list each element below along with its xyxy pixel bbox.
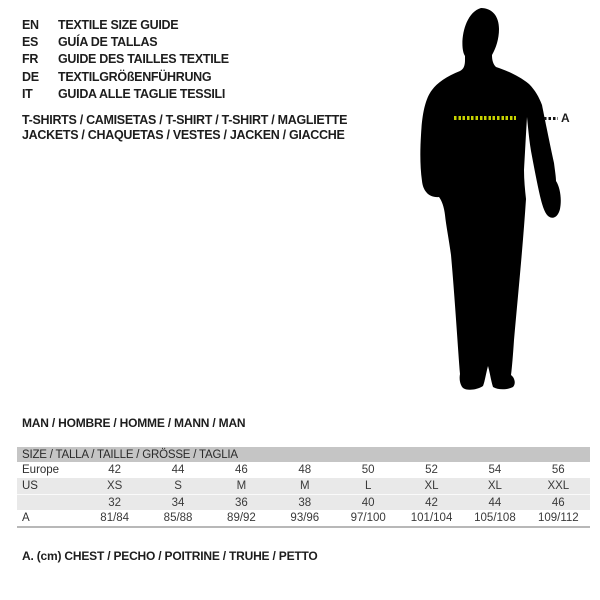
size-value-cell: 48	[298, 464, 312, 476]
man-silhouette-figure	[415, 5, 565, 395]
table-row	[17, 494, 590, 510]
language-row	[22, 68, 229, 85]
table-row-label: US	[22, 480, 38, 492]
size-value-cell: 34	[171, 496, 185, 509]
table-row-label: A	[22, 512, 30, 524]
size-table-header: SIZE / TALLA / TAILLE / GRÖSSE / TAGLIA	[17, 447, 590, 462]
table-row	[17, 462, 590, 478]
garment-types	[22, 113, 347, 143]
size-value-cell: 81/84	[100, 512, 130, 524]
size-value-cell: 46	[235, 464, 248, 476]
table-row	[17, 478, 590, 494]
language-title: GUIDA ALLE TAGLIE TESSILI	[58, 87, 226, 102]
size-value-cell: 89/92	[227, 512, 256, 524]
chest-measure-line	[454, 116, 516, 120]
size-value-cell: 85/88	[163, 512, 193, 524]
size-value-cell: 56	[551, 464, 565, 476]
section-title-man: MAN / HOMBRE / HOMME / MANN / MAN	[22, 416, 246, 430]
size-value-cell: 109/112	[537, 512, 579, 524]
language-row	[22, 16, 229, 33]
language-row	[22, 33, 229, 50]
table-row-label: Europe	[22, 464, 60, 476]
language-list	[22, 16, 229, 103]
size-value-cell: 42	[108, 464, 122, 476]
language-code: DE	[22, 69, 39, 84]
size-value-cell: XXL	[547, 480, 570, 492]
garment-line-jackets: JACKETS / CHAQUETAS / VESTES / JACKEN / GIACCHE	[22, 128, 345, 143]
language-code: EN	[22, 17, 39, 32]
size-value-cell: 44	[171, 464, 185, 476]
size-value-cell: L	[364, 480, 372, 492]
size-table	[17, 447, 590, 528]
size-value-cell: 36	[235, 496, 248, 509]
size-value-cell: M	[236, 480, 247, 492]
language-title: TEXTILE SIZE GUIDE	[58, 17, 179, 32]
size-value-cell: 50	[361, 464, 375, 476]
size-value-cell: 44	[488, 496, 502, 509]
size-value-cell: XS	[107, 480, 123, 492]
garment-line-tshirts: T-SHIRTS / CAMISETAS / T-SHIRT / T-SHIRT / MAGLIETTE	[22, 113, 348, 127]
size-value-cell: 93/96	[290, 512, 320, 524]
size-value-cell: 97/100	[350, 512, 386, 524]
language-code: IT	[22, 87, 33, 102]
size-value-cell: 46	[551, 496, 565, 509]
size-value-cell: M	[300, 480, 310, 492]
size-value-cell: XL	[487, 480, 502, 492]
size-value-cell: 52	[425, 464, 438, 476]
size-value-cell: 40	[361, 496, 375, 509]
size-table-body	[17, 462, 590, 526]
size-value-cell: XL	[424, 480, 439, 492]
size-value-cell: 42	[425, 496, 438, 509]
language-title: GUÍA DE TALLAS	[58, 35, 158, 50]
language-row	[22, 51, 229, 68]
language-row	[22, 86, 229, 103]
size-value-cell: 105/108	[474, 512, 516, 524]
table-row	[17, 510, 590, 526]
language-title: GUIDE DES TAILLES TEXTILE	[58, 52, 229, 67]
language-code: FR	[22, 52, 39, 67]
language-title: TEXTILGRÖßENFÜHRUNG	[58, 69, 212, 84]
size-value-cell: 32	[108, 496, 122, 509]
language-code: ES	[22, 35, 39, 50]
size-value-cell: 54	[488, 464, 502, 476]
size-value-cell: 38	[298, 496, 312, 509]
size-value-cell: S	[174, 480, 182, 492]
measurement-footnote: A. (cm) CHEST / PECHO / POITRINE / TRUHE / PETTO	[22, 549, 318, 563]
chest-measure-leader-line	[544, 117, 558, 120]
measure-point-a-label: A	[561, 111, 570, 125]
size-value-cell: 101/104	[410, 512, 453, 524]
